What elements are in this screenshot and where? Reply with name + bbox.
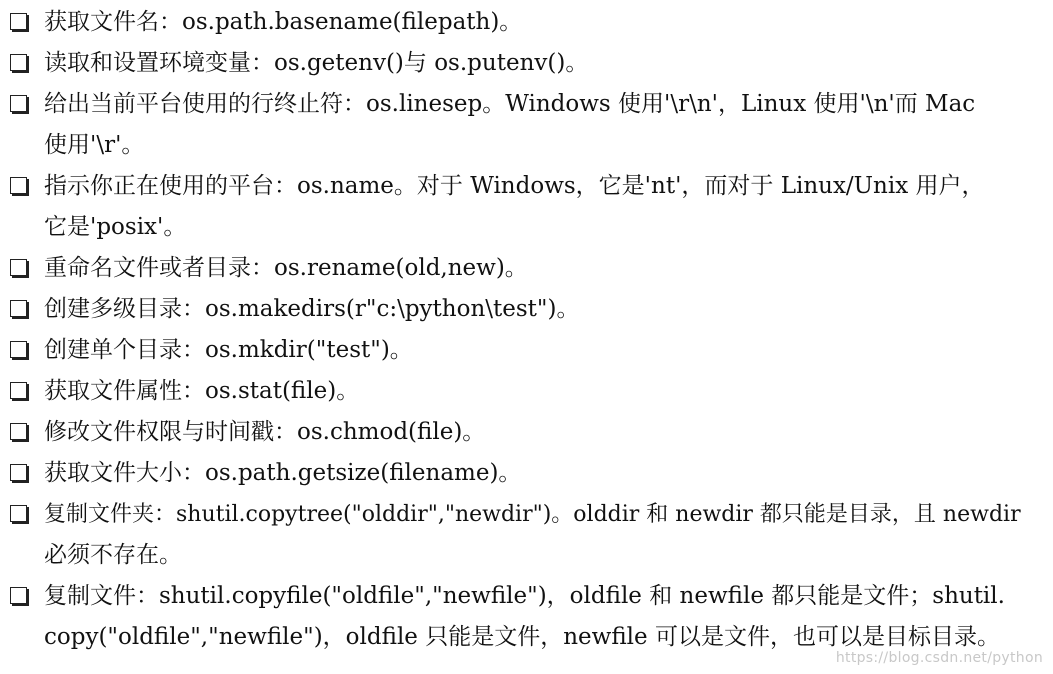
list-item-text: 读取和设置环境变量：os.getenv()与 os.putenv()。 bbox=[44, 50, 589, 76]
checkbox-square-icon bbox=[10, 423, 27, 440]
list-item-text: 重命名文件或者目录：os.rename(old,new)。 bbox=[44, 255, 528, 281]
checkbox-square-icon bbox=[10, 382, 27, 399]
list-item-text: 修改文件权限与时间戳：os.chmod(file)。 bbox=[44, 419, 486, 445]
checkbox-square-icon bbox=[10, 300, 27, 317]
list-item bbox=[0, 248, 1053, 289]
checkbox-square-icon bbox=[10, 341, 27, 358]
list-item-text: 创建多级目录：os.makedirs(r"c:\python\test")。 bbox=[44, 296, 580, 322]
list-item bbox=[0, 412, 1053, 453]
list-item bbox=[0, 576, 1053, 658]
list-item-text: 创建单个目录：os.mkdir("test")。 bbox=[44, 337, 413, 363]
list-item-text: 指示你正在使用的平台：os.name。对于 Windows，它是'nt'，而对于 Linux/Unix 用户， bbox=[44, 173, 985, 199]
list-item bbox=[0, 2, 1053, 43]
list-item-text: 获取文件属性：os.stat(file)。 bbox=[44, 378, 360, 404]
list-item bbox=[0, 166, 1053, 248]
list-item bbox=[0, 371, 1053, 412]
checkbox-square-icon bbox=[10, 259, 27, 276]
list-item-text: 获取文件名：os.path.basename(filepath)。 bbox=[44, 9, 523, 35]
list-item-text: 复制文件：shutil.copyfile("oldfile","newfile")，oldfile 和 newfile 都只能是文件；shutil. bbox=[44, 583, 1005, 609]
checkbox-square-icon bbox=[10, 505, 27, 522]
list-item bbox=[0, 453, 1053, 494]
checkbox-square-icon bbox=[10, 464, 27, 481]
list-item-text-continued: 使用'\r'。 bbox=[44, 132, 145, 158]
checkbox-square-icon bbox=[10, 13, 27, 30]
list-item-text-continued: 必须不存在。 bbox=[44, 542, 182, 568]
list-item bbox=[0, 43, 1053, 84]
list-item-text-continued: copy("oldfile","newfile")，oldfile 只能是文件，newfile 可以是文件，也可以是目标目录。 bbox=[44, 624, 1000, 650]
list-item-text: 给出当前平台使用的行终止符：os.linesep。Windows 使用'\r\n'，Linux 使用'\n'而 Mac bbox=[44, 91, 976, 117]
list-item-text: 获取文件大小：os.path.getsize(filename)。 bbox=[44, 460, 522, 486]
list-item-text: 复制文件夹：shutil.copytree("olddir","newdir")。olddir 和 newdir 都只能是目录，且 newdir bbox=[44, 502, 1021, 527]
list-item bbox=[0, 494, 1053, 576]
checkbox-square-icon bbox=[10, 95, 27, 112]
list-item-text-continued: 它是'posix'。 bbox=[44, 214, 187, 240]
list-item bbox=[0, 289, 1053, 330]
checkbox-square-icon bbox=[10, 54, 27, 71]
checkbox-square-icon bbox=[10, 177, 27, 194]
watermark: https://blog.csdn.net/python bbox=[835, 650, 1043, 666]
list-item bbox=[0, 330, 1053, 371]
list-item bbox=[0, 84, 1053, 166]
checkbox-square-icon bbox=[10, 587, 27, 604]
